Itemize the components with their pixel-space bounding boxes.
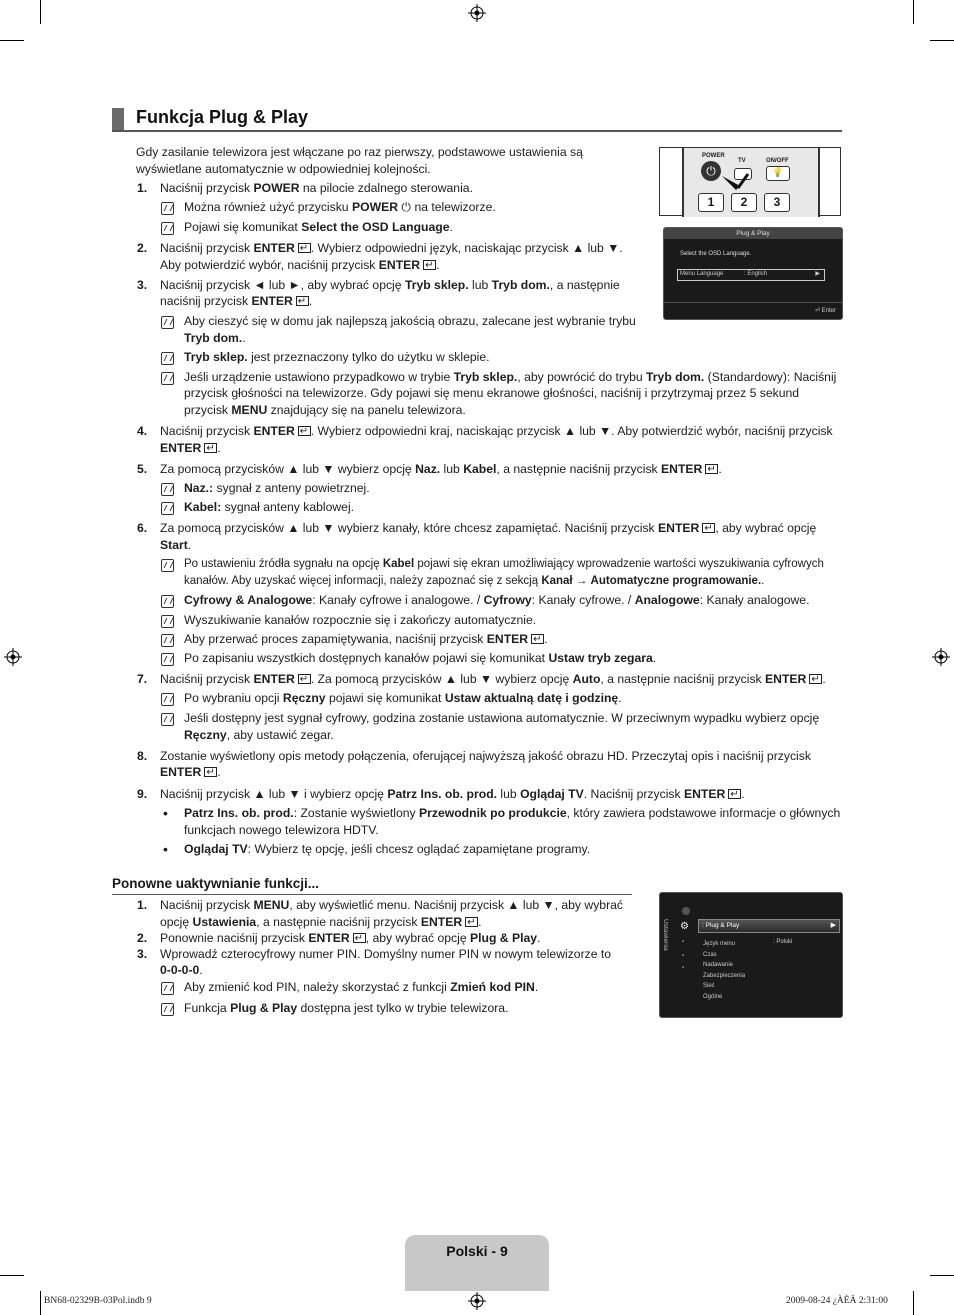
right-arrow-icon: ▶ (830, 922, 836, 929)
page-number: Polski - 9 (446, 1243, 508, 1259)
note-text: Jeśli dostępny jest sygnał cyfrowy, godzina zostanie ustawiona automatycznie. W przeciwnym wypadku wybierz opcję (184, 711, 820, 725)
enter-icon (705, 464, 718, 474)
remote-illustration (659, 147, 841, 216)
enter-icon (204, 443, 217, 453)
light-button-icon: 💡 (766, 166, 790, 181)
note-text: Po wybraniu opcji Ręczny pojawi się komunikat Ustaw aktualną datę i godzinę. (184, 691, 622, 705)
note-text: Jeśli urządzenie ustawiono przypadkowo w trybie Tryb sklep., aby powrócić do trybu Tryb dom. (Standardowy): Naciśnij (184, 370, 837, 384)
tv-label: TV (738, 158, 746, 164)
enter-icon (298, 426, 311, 436)
osd-language-row (677, 269, 825, 281)
section-rule (112, 894, 632, 895)
enter-icon (298, 674, 311, 684)
crop-mark (0, 40, 24, 41)
right-arrow-icon: ▶ (815, 271, 820, 277)
note-text-cont: Ręczny, aby ustawić zegar. (184, 728, 334, 742)
step-4-cont: ENTER↵ . (160, 440, 221, 457)
section-heading: Ponowne uaktywnianie funkcji... (112, 876, 320, 891)
note-text: Po ustawieniu źródła sygnału na opcję Kabel pojawi się ekran umożliwiający wprowadzenie wartości wyszukiwania cyfrowych (184, 558, 824, 570)
note-text: Cyfrowy & Analogowe: Kanały cyfrowe i analogowe. / Cyfrowy: Kanały cyfrowe. / Analogowe: Kanały analogowe. (184, 593, 810, 607)
osd-menu-item: Język menu (703, 941, 736, 947)
intro-text: Gdy zasilanie telewizora jest włączane po raz pierwszy, podstawowe ustawienia są wyświetlane automatycznie w odpowiedniej kolejności. (136, 145, 583, 176)
note-icon (161, 713, 174, 726)
app-icon: ▪ (682, 953, 685, 959)
power-label: POWER (702, 153, 725, 159)
file-slug: BN68-02329B-03Pol.indb 9 (44, 1296, 152, 1306)
reset-step-1-cont: opcję Ustawienia, a następnie naciśnij przycisk ENTER↵ . (160, 914, 482, 931)
osd-settings-screen (659, 892, 843, 1018)
step-4: Naciśnij przycisk ENTER↵ . Wybierz odpowiedni kraj, naciskając przycisk ▲ lub ▼. Aby potwierdzić wybór, naciśnij przycisk (160, 423, 833, 440)
osd-row-value: : English (744, 271, 768, 277)
input-icon: ▪ (682, 939, 685, 945)
registration-mark-icon (468, 4, 486, 22)
note-icon (161, 222, 174, 235)
osd-menu-item: Zabezpieczenia (703, 972, 746, 979)
note-text: Naz.: sygnał z anteny powietrznej. (184, 481, 370, 495)
enter-icon (423, 260, 436, 270)
note-text-cont: Tryb dom.. (184, 331, 246, 345)
enter-icon (298, 243, 311, 253)
osd-plug-and-play-screen (663, 227, 843, 320)
power-icon: ⏻ (401, 200, 412, 214)
step-number: 7. (137, 672, 148, 686)
bullet-text-cont: funkcjach nowego telewizora HDTV. (184, 823, 379, 837)
step-8: Zostanie wyświetlony opis metody połączenia, oferującej najwyższą jakość obrazu HD. Przeczytaj opis i naciśnij przycisk (160, 749, 811, 763)
note-text-cont: przycisk MENU znajdujący się na panelu telewizora. (184, 403, 466, 417)
step-6-cont: Start. (160, 538, 192, 552)
step-1: Naciśnij przycisk POWER na pilocie zdalnego sterowania. (160, 181, 473, 195)
note-text: Tryb sklep. jest przeznaczony tylko do użytku w sklepie. (184, 350, 490, 364)
note-icon (161, 202, 174, 215)
heading-bar (112, 108, 124, 130)
step-9: Naciśnij przycisk ▲ lub ▼ i wybierz opcję Patrz Ins. ob. prod. lub Oglądaj TV. Naciśnij przycisk ENTER↵ . (160, 786, 745, 803)
step-number: 9. (137, 787, 148, 801)
osd-message: Select the OSD Language. (680, 251, 752, 257)
reset-step-3-cont: 0-0-0-0. (160, 963, 203, 977)
step-6: Za pomocą przycisków ▲ lub ▼ wybierz kanały, które chcesz zapamiętać. Naciśnij przycisk ENTER↵ , aby wybrać opcję (160, 520, 816, 537)
registration-mark-icon (4, 648, 22, 666)
enter-icon: ⏎ (814, 308, 822, 314)
step-number: 5. (137, 462, 148, 476)
reset-step-2: Ponownie naciśnij przycisk ENTER↵ , aby wybrać opcję Plug & Play. (160, 930, 540, 947)
note-text-cont: przycisk głośności na telewizorze. Gdy pojawi się menu ekranowe głośności, naciśnij i przytrzymaj przez 5 sekund (184, 386, 800, 400)
step-number: 3. (137, 278, 148, 292)
arrow-icon (718, 170, 758, 194)
note-icon (161, 653, 174, 666)
note-icon (161, 372, 174, 385)
note-icon (161, 559, 174, 572)
key-3: 3 (764, 193, 790, 212)
note-text: Wyszukiwanie kanałów rozpocznie się i zakończy automatycznie. (184, 613, 537, 627)
crop-mark (930, 1275, 954, 1276)
note-icon (161, 502, 174, 515)
note-icon (161, 483, 174, 496)
crop-mark (913, 1291, 914, 1315)
osd-menu-item: Nadawanie (703, 962, 734, 968)
osd-menu-list (703, 939, 745, 1002)
step-3-cont: naciśnij przycisk ENTER↵ . (160, 293, 312, 310)
crop-mark (40, 0, 41, 24)
bullet-icon: • (163, 805, 168, 821)
osd-menu-item: Czas (703, 951, 717, 958)
step-7: Naciśnij przycisk ENTER↵ . Za pomocą przycisków ▲ lub ▼ wybierz opcję Auto, a następnie naciśnij przycisk ENTER↵ . (160, 671, 826, 688)
note-text-cont: kanałów. Aby uzyskać więcej informacji, należy zapoznać się z sekcją Kanał → Automatyczne programowanie.. (184, 575, 765, 587)
step-3: Naciśnij przycisk ◄ lub ►, aby wybrać opcję Tryb sklep. lub Tryb dom., a następnie (160, 278, 620, 292)
note-text: Aby zmienić kod PIN, należy skorzystać z funkcji Zmień kod PIN. (184, 980, 539, 994)
step-number: 8. (137, 749, 148, 763)
crop-mark (913, 0, 914, 24)
step-8-cont: ENTER↵ . (160, 764, 221, 781)
osd-enter-hint: ⏎ Enter (814, 308, 836, 314)
enter-icon (702, 523, 715, 533)
step-number: 2. (137, 931, 148, 945)
step-2-cont: Aby potwierdzić wybór, naciśnij przycisk ENTER↵ . (160, 257, 439, 274)
heading-rule (112, 130, 842, 132)
note-icon (161, 352, 174, 365)
note-text: Po zapisaniu wszystkich dostępnych kanałów pojawi się komunikat Ustaw tryb zegara. (184, 651, 657, 665)
osd-menu-item: Sieć (703, 983, 715, 989)
note-icon (161, 693, 174, 706)
enter-icon (204, 767, 217, 777)
step-number: 2. (137, 241, 148, 255)
step-number: 3. (137, 947, 148, 961)
note-icon (161, 316, 174, 329)
reset-step-3: Wprowadź czterocyfrowy numer PIN. Domyślny numer PIN w nowym telewizorze to (160, 947, 612, 961)
crop-mark (930, 40, 954, 41)
enter-icon (465, 917, 478, 927)
step-number: 4. (137, 424, 148, 438)
step-5: Za pomocą przycisków ▲ lub ▼ wybierz opcję Naz. lub Kabel, a następnie naciśnij przycisk ENTER↵ . (160, 461, 722, 478)
note-text: Aby przerwać proces zapamiętywania, naciśnij przycisk ENTER↵ . (184, 631, 547, 648)
osd-row-label: Menu Language (680, 271, 724, 277)
note-text: Pojawi się komunikat Select the OSD Language. (184, 220, 453, 234)
registration-mark-icon (932, 648, 950, 666)
support-icon: ▪ (682, 965, 685, 971)
note-text: Kabel: sygnał anteny kablowej. (184, 500, 355, 514)
key-2: 2 (731, 193, 757, 212)
enter-icon (728, 789, 741, 799)
note-icon (161, 615, 174, 628)
enter-icon (353, 933, 366, 943)
note-icon (161, 634, 174, 647)
power-button-icon: ⏻ (701, 161, 721, 181)
registration-mark-icon (468, 1292, 486, 1310)
bullet-icon: • (163, 841, 168, 857)
date-slug: 2009-08-24 ¿ÀÈÄ 2:31:00 (786, 1296, 888, 1306)
enter-icon (531, 634, 544, 644)
bullet-text: Oglądaj TV: Wybierz tę opcję, jeśli chcesz oglądać zapamiętane programy. (184, 842, 591, 856)
note-icon (161, 1003, 174, 1016)
step-number: 1. (137, 181, 148, 195)
step-number: 6. (137, 521, 148, 535)
note-icon (161, 982, 174, 995)
note-text: Funkcja Plug & Play dostępna jest tylko w trybie telewizora. (184, 1001, 509, 1015)
step-number: 1. (137, 898, 148, 912)
osd-title: Plug & Play (664, 228, 842, 239)
gear-icon: ⚙ (680, 921, 689, 932)
step-2: Naciśnij przycisk ENTER↵ . Wybierz odpowiedni język, naciskając przycisk ▲ lub ▼. (160, 240, 623, 257)
onoff-label: ON/OFF (766, 158, 789, 164)
osd-side-label: Ustawienia (662, 919, 669, 951)
key-1: 1 (698, 193, 724, 212)
enter-icon (809, 674, 822, 684)
enter-icon (296, 296, 309, 306)
reset-step-1: Naciśnij przycisk MENU, aby wyświetlić menu. Naciśnij przycisk ▲ lub ▼, aby wybrać (160, 898, 624, 912)
note-text: Aby cieszyć się w domu jak najlepszą jakością obrazu, zalecane jest wybranie trybu (184, 314, 636, 328)
menu-icon (682, 907, 690, 915)
osd-menu-item: Ogólne (703, 993, 723, 1000)
note-icon (161, 595, 174, 608)
osd-language-value: : Polski (773, 939, 793, 945)
note-text: Można również użyć przycisku POWER ⏻ na telewizorze. (184, 200, 496, 214)
crop-mark (0, 1275, 24, 1276)
bullet-text: Patrz Ins. ob. prod.: Zostanie wyświetlony Przewodnik po produkcie, który zawiera podstawowe informacje o głównych (184, 806, 841, 820)
page-title: Funkcja Plug & Play (136, 107, 309, 127)
osd-selected-row: : Plug & Play ▶ (698, 919, 840, 933)
crop-mark (40, 1291, 41, 1315)
